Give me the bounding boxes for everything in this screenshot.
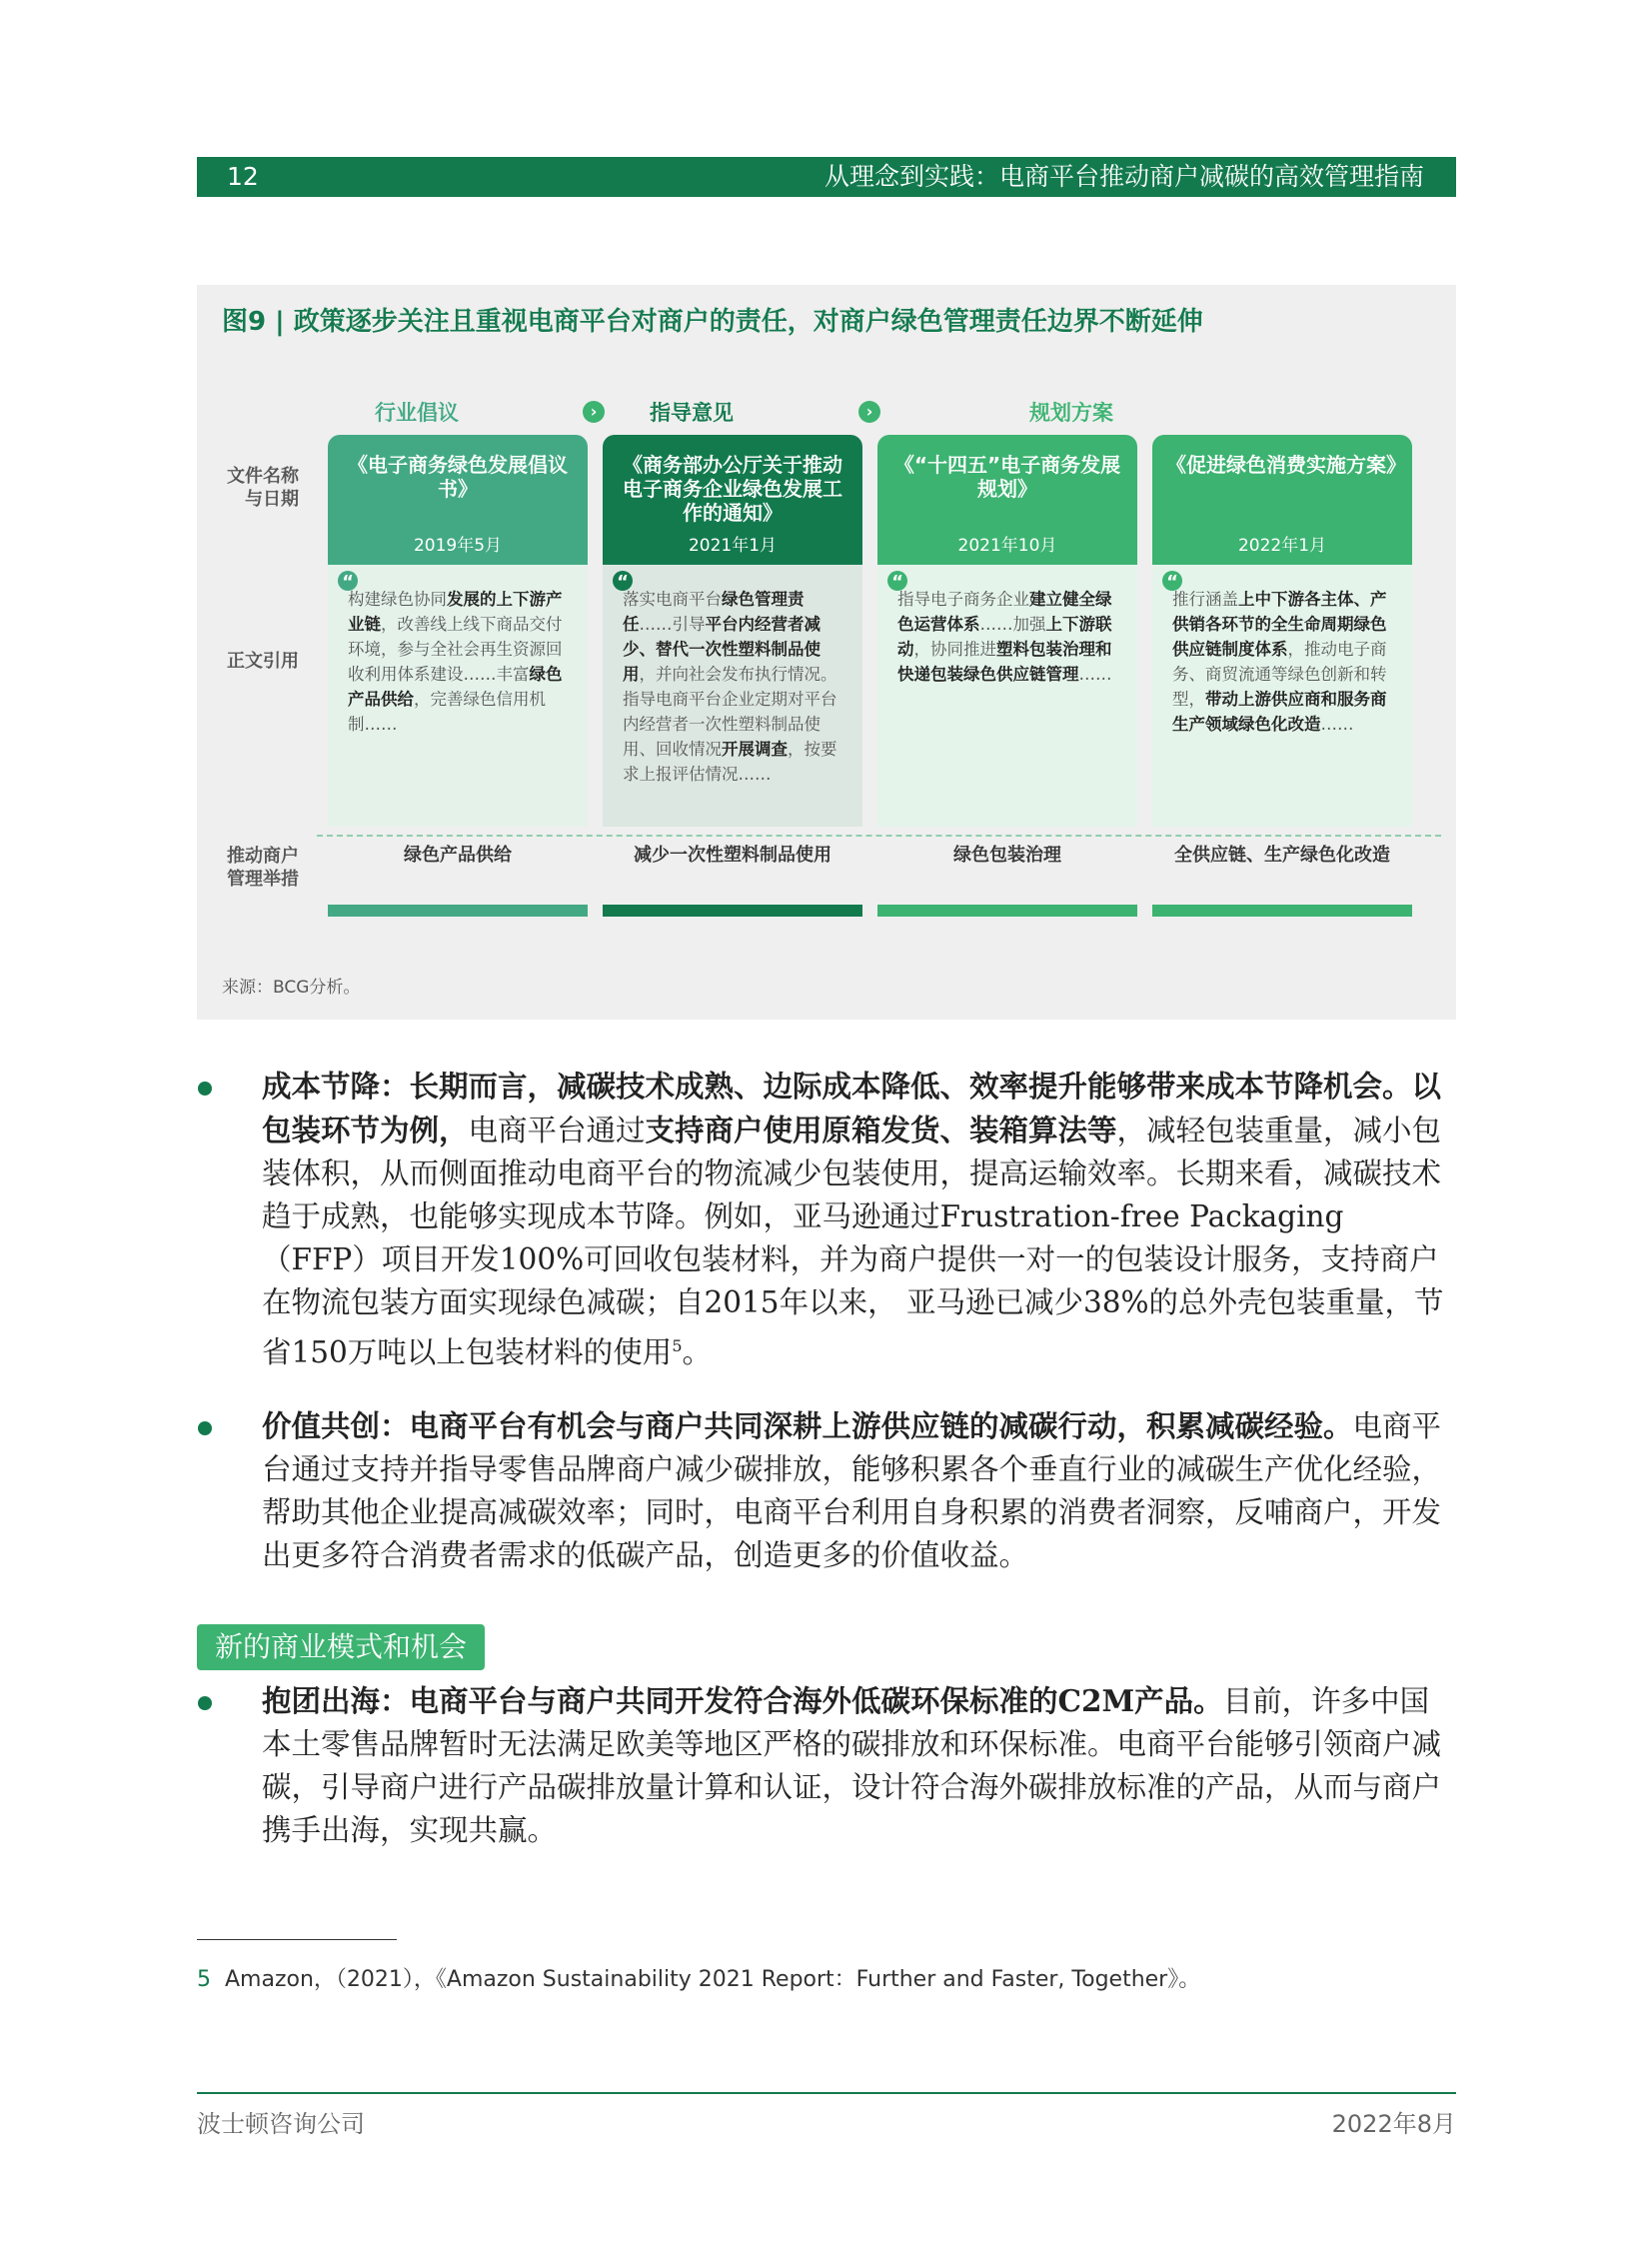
color-bar — [603, 905, 862, 917]
stage-label-3: 规划方案 — [1029, 401, 1113, 425]
paragraph-overseas: 抱团出海：电商平台与商户共同开发符合海外低碳环保标准的C2M产品。目前，许多中国本土零售品牌暂时无法满足欧美等地区严格的碳排放和环保标准。电商平台能够引领商户减碳，引导商户进行产品碳排放量计算和认证，设计符合海外碳排放标准的产品，从而与商户携手出海，实现共赢。 — [262, 1683, 1442, 1847]
row-label-quotes: 正文引用 — [227, 651, 299, 672]
column-header — [877, 435, 1137, 565]
policy-column-1 — [328, 435, 588, 917]
quote-text: 落实电商平台绿色管理责任……引导平台内经营者减少、替代一次性塑料制品使用，并向社会发布执行情况。指导电商平台企业定期对平台内经营者一次性塑料制品使用、回收情况开展调查，按要求上报评估情况…… — [623, 590, 837, 784]
quote-text: 构建绿色协同发展的上下游产业链，改善线上线下商品交付环境，参与全社会再生资源回收利用体系建设……丰富绿色产品供给，完善绿色信用机制…… — [348, 590, 563, 734]
footnote — [197, 1962, 1200, 1993]
bullet-dot — [198, 1082, 212, 1096]
document-name: 《商务部办公厅关于推动电子商务企业绿色发展工作的通知》 — [623, 453, 842, 525]
footnote-text: Amazon，（2021），《Amazon Sustainability 2021 Report：Further and Faster, Together》。 — [225, 1967, 1201, 1992]
stage-label-1: 行业倡议 — [375, 401, 459, 425]
color-bar — [877, 905, 1137, 917]
footer-company: 波士顿咨询公司 — [197, 2110, 365, 2138]
document-date: 2019年5月 — [413, 536, 503, 556]
document-name: 《促进绿色消费实施方案》 — [1166, 453, 1406, 477]
quote-icon: “ — [613, 571, 633, 591]
section-tag: 新的商业模式和机会 — [197, 1624, 485, 1670]
quote-box — [877, 565, 1137, 827]
quote-icon: “ — [338, 571, 358, 591]
quote-box — [328, 565, 588, 827]
page-number: 12 — [227, 162, 259, 191]
document-date: 2022年1月 — [1237, 536, 1327, 556]
column-header — [603, 435, 862, 565]
policy-column-3 — [877, 435, 1137, 917]
paragraph-cost: 成本节降：长期而言，减碳技术成熟、边际成本降低、效率提升能够带来成本节降机会。以包装环节为例，电商平台通过支持商户使用原箱发货、装箱算法等，减轻包装重量，减小包装体积，从而侧面推动电商平台的物流减少包装使用，提高运输效率。长期来看，减碳技术趋于成熟，也能够实现成本节降。例如，亚马逊通过Frustration-free Packaging （FFP）项目开发100%可回收包装材料，并为商户提供一对一的包装设计服务，支持商户在物流包装方面实现绿色减碳；自2015年以来， 亚马逊已减少38%的总外壳包装重量，节省150万吨以上包装材料的使用$^5$。 — [262, 1069, 1444, 1369]
header-title: 从理念到实践：电商平台推动商户减碳的高效管理指南 — [824, 162, 1424, 191]
bullet-dot — [198, 1696, 212, 1710]
column-header — [1152, 435, 1412, 565]
footnote-rule — [197, 1939, 397, 1940]
figure-source: 来源：BCG分析。 — [222, 978, 361, 998]
stage-label-2: 指导意见 — [650, 401, 734, 425]
footer-rule — [197, 2092, 1456, 2094]
measure-label: 绿色产品供给 — [404, 845, 512, 866]
row-label-docs: 文件名称 与日期 — [227, 466, 299, 510]
document-name: 《“十四五”电子商务发展规划》 — [893, 453, 1121, 501]
quote-box — [603, 565, 862, 827]
color-bar — [328, 905, 588, 917]
quote-icon: “ — [887, 571, 907, 591]
color-bar — [1152, 905, 1412, 917]
page-header — [197, 157, 1456, 197]
quote-icon: “ — [1162, 571, 1182, 591]
footer-date: 2022年8月 — [1331, 2110, 1456, 2138]
quote-text: 指导电子商务企业建立健全绿色运营体系……加强上下游联动，协同推进塑料包装治理和快递包装绿色供应链管理…… — [897, 590, 1112, 684]
measure-label: 减少一次性塑料制品使用 — [634, 845, 831, 866]
measure-label: 全供应链、生产绿色化改造 — [1174, 845, 1390, 866]
quote-box — [1152, 565, 1412, 827]
figure-title: 图9 | 政策逐步关注且重视电商平台对商户的责任，对商户绿色管理责任边界不断延伸 — [222, 307, 1203, 337]
quote-text: 推行涵盖上中下游各主体、产供销各环节的全生命周期绿色供应链制度体系，推动电子商务、商贸流通等绿色创新和转型，带动上游供应商和服务商生产领域绿色化改造…… — [1172, 590, 1387, 734]
measure-label: 绿色包装治理 — [953, 845, 1061, 866]
chevron-right-icon: › — [858, 401, 880, 423]
policy-column-4 — [1152, 435, 1412, 917]
document-date: 2021年10月 — [957, 536, 1057, 556]
chevron-right-icon: › — [583, 401, 605, 423]
column-header — [328, 435, 588, 565]
figure-9 — [197, 285, 1456, 1020]
row-label-measures: 推动商户 管理举措 — [227, 846, 299, 890]
bullet-dot — [198, 1421, 212, 1435]
document-name: 《电子商务绿色发展倡议书》 — [348, 453, 568, 501]
document-date: 2021年1月 — [688, 536, 778, 556]
footnote-number: 5 — [197, 1967, 211, 1992]
paragraph-value: 价值共创：电商平台有机会与商户共同深耕上游供应链的减碳行动，积累减碳经验。电商平台通过支持并指导零售品牌商户减少碳排放，能够积累各个垂直行业的减碳生产优化经验，帮助其他企业提高减碳效率；同时，电商平台利用自身积累的消费者洞察，反哺商户，开发出更多符合消费者需求的低碳产品，创造更多的价值收益。 — [262, 1408, 1442, 1572]
policy-column-2 — [603, 435, 862, 917]
